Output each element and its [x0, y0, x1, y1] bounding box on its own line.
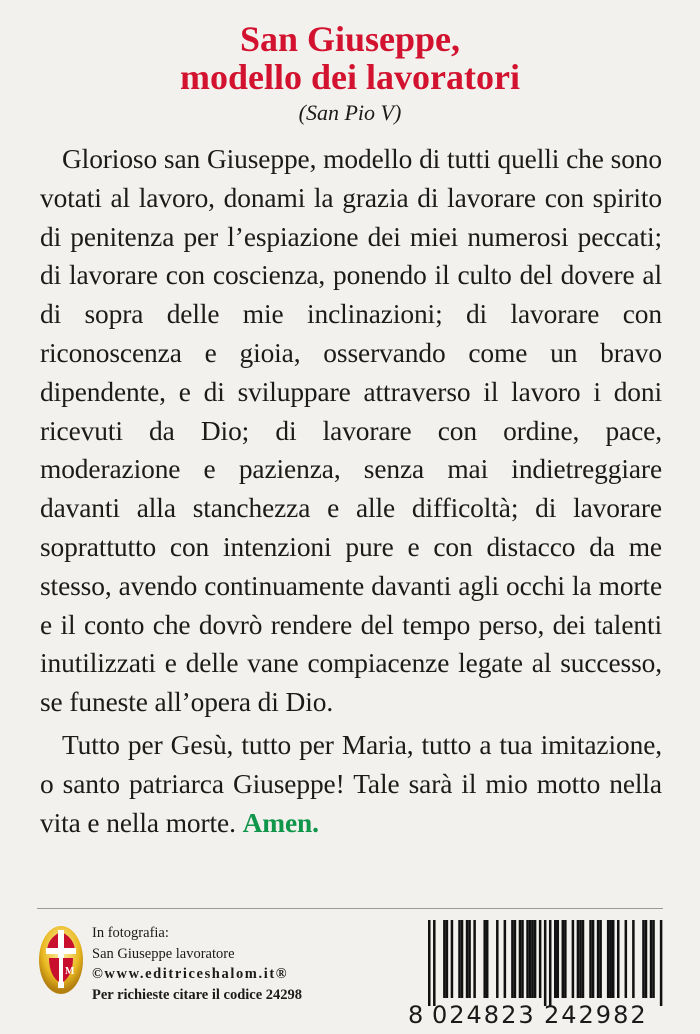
barcode-bar [539, 920, 542, 998]
barcode-bar [443, 920, 446, 998]
barcode-bar [451, 920, 454, 998]
barcode-bar [582, 920, 585, 998]
header [0, 20, 700, 126]
barcode-bar [461, 920, 464, 998]
barcode-bar [526, 920, 529, 998]
barcode-bar [521, 920, 524, 998]
barcode-bar [572, 920, 575, 998]
amen-text: Amen. [242, 807, 319, 838]
barcode-bar [504, 920, 507, 998]
barcode-bar [519, 920, 522, 998]
barcode-bar [511, 920, 514, 998]
page-title [0, 20, 700, 96]
attribution: (San Pio V) [298, 100, 402, 125]
barcode-bar [466, 920, 469, 998]
photo-subject: San Giuseppe lavoratore [92, 945, 235, 962]
barcode-bar [632, 920, 635, 998]
barcode-bar [597, 920, 600, 998]
barcode-bar [612, 920, 615, 998]
barcode-bar [468, 920, 471, 998]
barcode [406, 920, 664, 1030]
barcode-bar [433, 920, 436, 1006]
reference-code: Per richieste citare il codice 24298 [92, 986, 303, 1003]
barcode-bar [549, 920, 552, 1006]
barcode-bar [446, 920, 449, 998]
barcode-bar [514, 920, 517, 998]
photo-label: In fotografia: [92, 925, 169, 941]
barcode-bar [617, 920, 620, 998]
barcode-bar [483, 920, 486, 998]
barcode-bar [529, 920, 532, 998]
barcode-bar [607, 920, 610, 998]
barcode-bars [406, 920, 664, 1010]
barcode-bar [577, 920, 580, 998]
cross-shield-logo-icon [37, 922, 85, 998]
barcode-bar [544, 920, 547, 1006]
barcode-bar [557, 920, 560, 998]
barcode-bar [496, 920, 499, 998]
barcode-bar [554, 920, 557, 998]
barcode-bar [625, 920, 628, 998]
barcode-group-1: 024823 [432, 1001, 536, 1029]
prayer-paragraph-1: Glorioso san Giuseppe, modello di tutti quelli che sono votati al lavoro, donami la grazia di lavorare con spirito di penitenza per l’espiazione dei miei numerosi peccati; di lavorare con coscienza, ponendo il culto del dovere al di sopra delle mie inclinazioni; di lavorare con riconoscenza e gioia, osservando come un bravo dipendente, e di sviluppare attraverso il lavoro i doni ricevuti da Dio; di lavorare con ordine, pace, moderazione e pazienza, senza mai indietreggiare davanti alla stanchezza e alle difficoltà; di lavorare soprattutto con intenzioni pure e con distacco da me stesso, avendo continuamente davanti agli occhi la morte e il conto che dovrò rendere del tempo perso, dei talenti inutilizzati e delle vane compiacenze legate al successo, se funeste all’opera di Dio. [40, 144, 662, 718]
barcode-group-2: 242982 [544, 1001, 648, 1029]
footer-divider [37, 908, 663, 909]
barcode-bar [650, 920, 653, 998]
barcode-bar [534, 920, 537, 998]
prayer-closing-text: Tutto per Gesù, tutto per Maria, tutto a tua imitazione, o santo patriarca Giuseppe! Tale sarà il mio motto nella vita e nella morte. [40, 729, 662, 838]
barcode-bar [660, 920, 663, 1006]
title-line-1: San Giuseppe, [239, 19, 461, 59]
svg-text:M: M [65, 966, 75, 977]
barcode-bar [428, 920, 431, 1006]
barcode-bar [642, 920, 645, 998]
barcode-bar [562, 920, 565, 998]
barcode-bar [579, 920, 582, 998]
barcode-bar [652, 920, 655, 998]
prayer-paragraph-2 [40, 726, 662, 842]
website-link[interactable]: ©www.editriceshalom.it® [92, 966, 289, 982]
barcode-bar [564, 920, 567, 998]
barcode-bar [645, 920, 648, 998]
barcode-bar [473, 920, 476, 998]
barcode-first-digit: 8 [408, 1001, 424, 1029]
barcode-bar [458, 920, 461, 998]
barcode-bar [486, 920, 489, 998]
barcode-bar [592, 920, 595, 998]
barcode-bar [609, 920, 612, 998]
footer-info [92, 923, 302, 1005]
title-line-2: modello dei lavoratori [180, 57, 520, 97]
prayer-text [40, 140, 662, 842]
barcode-bar [589, 920, 592, 998]
barcode-bar [599, 920, 602, 998]
barcode-bar [531, 920, 534, 998]
